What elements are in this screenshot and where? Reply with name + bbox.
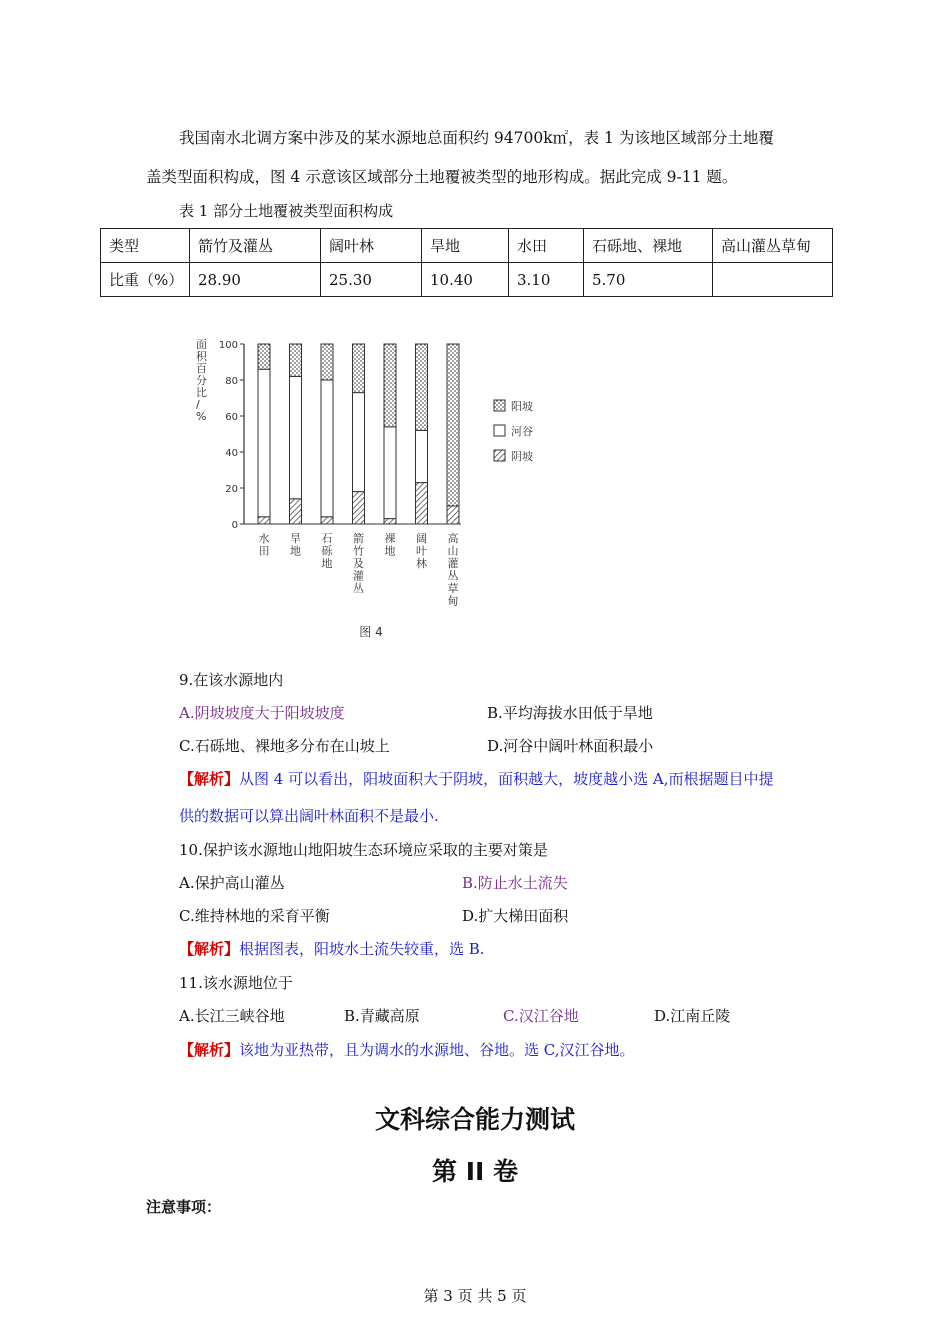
y-axis-label: 面积百分比/ % — [196, 338, 207, 423]
x-tick-label: 阔叶林 — [416, 532, 427, 570]
q10-option-d: D.扩大梯田面积 — [462, 907, 569, 925]
q10-explanation — [179, 938, 485, 959]
bar-segment — [290, 344, 302, 376]
explanation-tag: 【解析】 — [179, 940, 240, 958]
legend-label: 河谷 — [511, 425, 533, 438]
intro-line-2: 盖类型面积构成，图 4 示意该区域部分土地覆被类型的地形构成。据此完成 9-11 题。 — [146, 168, 738, 186]
table-cell: 阔叶林 — [321, 229, 422, 263]
y-tick-label: 60 — [225, 412, 238, 423]
notice-heading: 注意事项： — [146, 1198, 222, 1216]
bar-segment — [258, 517, 270, 524]
y-tick-label: 40 — [225, 448, 238, 459]
table-cell — [713, 263, 833, 297]
q9-stem: 9.在该水源地内 — [179, 671, 284, 689]
y-tick-label: 80 — [225, 376, 238, 387]
table-cell: 箭竹及灌丛 — [190, 229, 321, 263]
table-cell: 水田 — [509, 229, 584, 263]
bar-segment — [353, 492, 365, 524]
table-cell: 10.40 — [422, 263, 509, 297]
table-cell: 28.90 — [190, 263, 321, 297]
x-tick-label: 裸地 — [384, 532, 396, 558]
explanation-tag: 【解析】 — [179, 770, 240, 788]
q9-option-b: B.平均海拔水田低于旱地 — [487, 704, 653, 722]
table-cell: 25.30 — [321, 263, 422, 297]
table-cell: 比重（%） — [101, 263, 190, 297]
bar-segment — [353, 344, 365, 393]
table-cell: 类型 — [101, 229, 190, 263]
explanation-tag: 【解析】 — [179, 1041, 240, 1059]
y-tick-label: 0 — [231, 520, 238, 531]
legend-label: 阴坡 — [511, 450, 533, 463]
bar-segment — [416, 344, 428, 430]
bar-segment — [321, 380, 333, 517]
q11-option-a: A.长江三峡谷地 — [179, 1007, 285, 1025]
table-cell: 高山灌丛草甸 — [713, 229, 833, 263]
bar-segment — [384, 344, 396, 427]
q10-option-a: A.保护高山灌丛 — [179, 874, 285, 892]
q9-option-a: A.阴坡坡度大于阳坡坡度 — [179, 704, 345, 722]
x-tick-label: 旱地 — [290, 532, 301, 558]
legend-swatch — [494, 450, 505, 461]
bar-segment — [416, 483, 428, 524]
q9-explanation-line1 — [179, 768, 773, 789]
q11-option-c: C.汉江谷地 — [503, 1007, 579, 1025]
q11-option-b: B.青藏高原 — [344, 1007, 420, 1025]
bar-segment — [384, 519, 396, 524]
table-cell: 石砾地、裸地 — [584, 229, 713, 263]
table-cell: 旱地 — [422, 229, 509, 263]
y-tick-label: 20 — [225, 484, 238, 495]
table-cell: 3.10 — [509, 263, 584, 297]
volume-title: 第 II 卷 — [431, 1157, 518, 1186]
bar-segment — [321, 344, 333, 380]
bar-segment — [384, 427, 396, 519]
figure-4-chart — [186, 330, 566, 645]
bar-segment — [290, 376, 302, 498]
bar-segment — [447, 506, 459, 524]
table-cell: 5.70 — [584, 263, 713, 297]
q10-option-b: B.防止水土流失 — [462, 874, 568, 892]
legend-label: 阳坡 — [511, 400, 533, 413]
page-footer: 第 3 页 共 5 页 — [423, 1287, 527, 1305]
x-tick-label: 石砾地 — [321, 532, 333, 570]
q10-option-c: C.维持林地的采育平衡 — [179, 907, 330, 925]
explanation-text: 根据图表，阳坡水土流失较重，选 B. — [239, 940, 485, 958]
bar-segment — [447, 344, 459, 506]
explanation-text: 该地为亚热带，且为调水的水源地、谷地。选 C,汉江谷地。 — [239, 1041, 635, 1059]
table-header-row — [101, 229, 833, 263]
bar-segment — [258, 344, 270, 369]
q11-stem: 11.该水源地位于 — [179, 974, 293, 992]
explanation-text: 从图 4 可以看出，阳坡面积大于阴坡，面积越大，坡度越小选 A,而根据题目中提 — [239, 770, 774, 788]
x-tick-label: 高山灌丛草甸 — [447, 532, 459, 608]
q9-explanation-line2: 供的数据可以算出阔叶林面积不是最小. — [179, 807, 439, 825]
x-tick-label: 箭竹及灌丛 — [353, 532, 364, 595]
bar-segment — [321, 517, 333, 524]
bar-segment — [258, 369, 270, 517]
table-row — [101, 263, 833, 297]
figure-caption: 图 4 — [359, 625, 383, 639]
bar-segment — [416, 430, 428, 482]
table-caption: 表 1 部分土地覆被类型面积构成 — [179, 202, 394, 220]
q9-option-d: D.河谷中阔叶林面积最小 — [487, 737, 654, 755]
legend-swatch — [494, 425, 505, 436]
legend-swatch — [494, 400, 505, 411]
q11-option-d: D.江南丘陵 — [654, 1007, 731, 1025]
q9-option-c: C.石砾地、裸地多分布在山坡上 — [179, 737, 390, 755]
intro-line-1: 我国南水北调方案中涉及的某水源地总面积约 94700k㎡，表 1 为该地区域部分土地覆 — [179, 129, 774, 147]
land-cover-table — [100, 228, 833, 297]
section-title: 文科综合能力测试 — [374, 1105, 575, 1134]
bar-segment — [353, 393, 365, 492]
x-tick-label: 水田 — [258, 532, 270, 558]
q10-stem: 10.保护该水源地山地阳坡生态环境应采取的主要对策是 — [179, 841, 548, 859]
y-tick-label: 100 — [218, 340, 238, 351]
bar-segment — [290, 499, 302, 524]
q11-explanation — [179, 1039, 635, 1060]
